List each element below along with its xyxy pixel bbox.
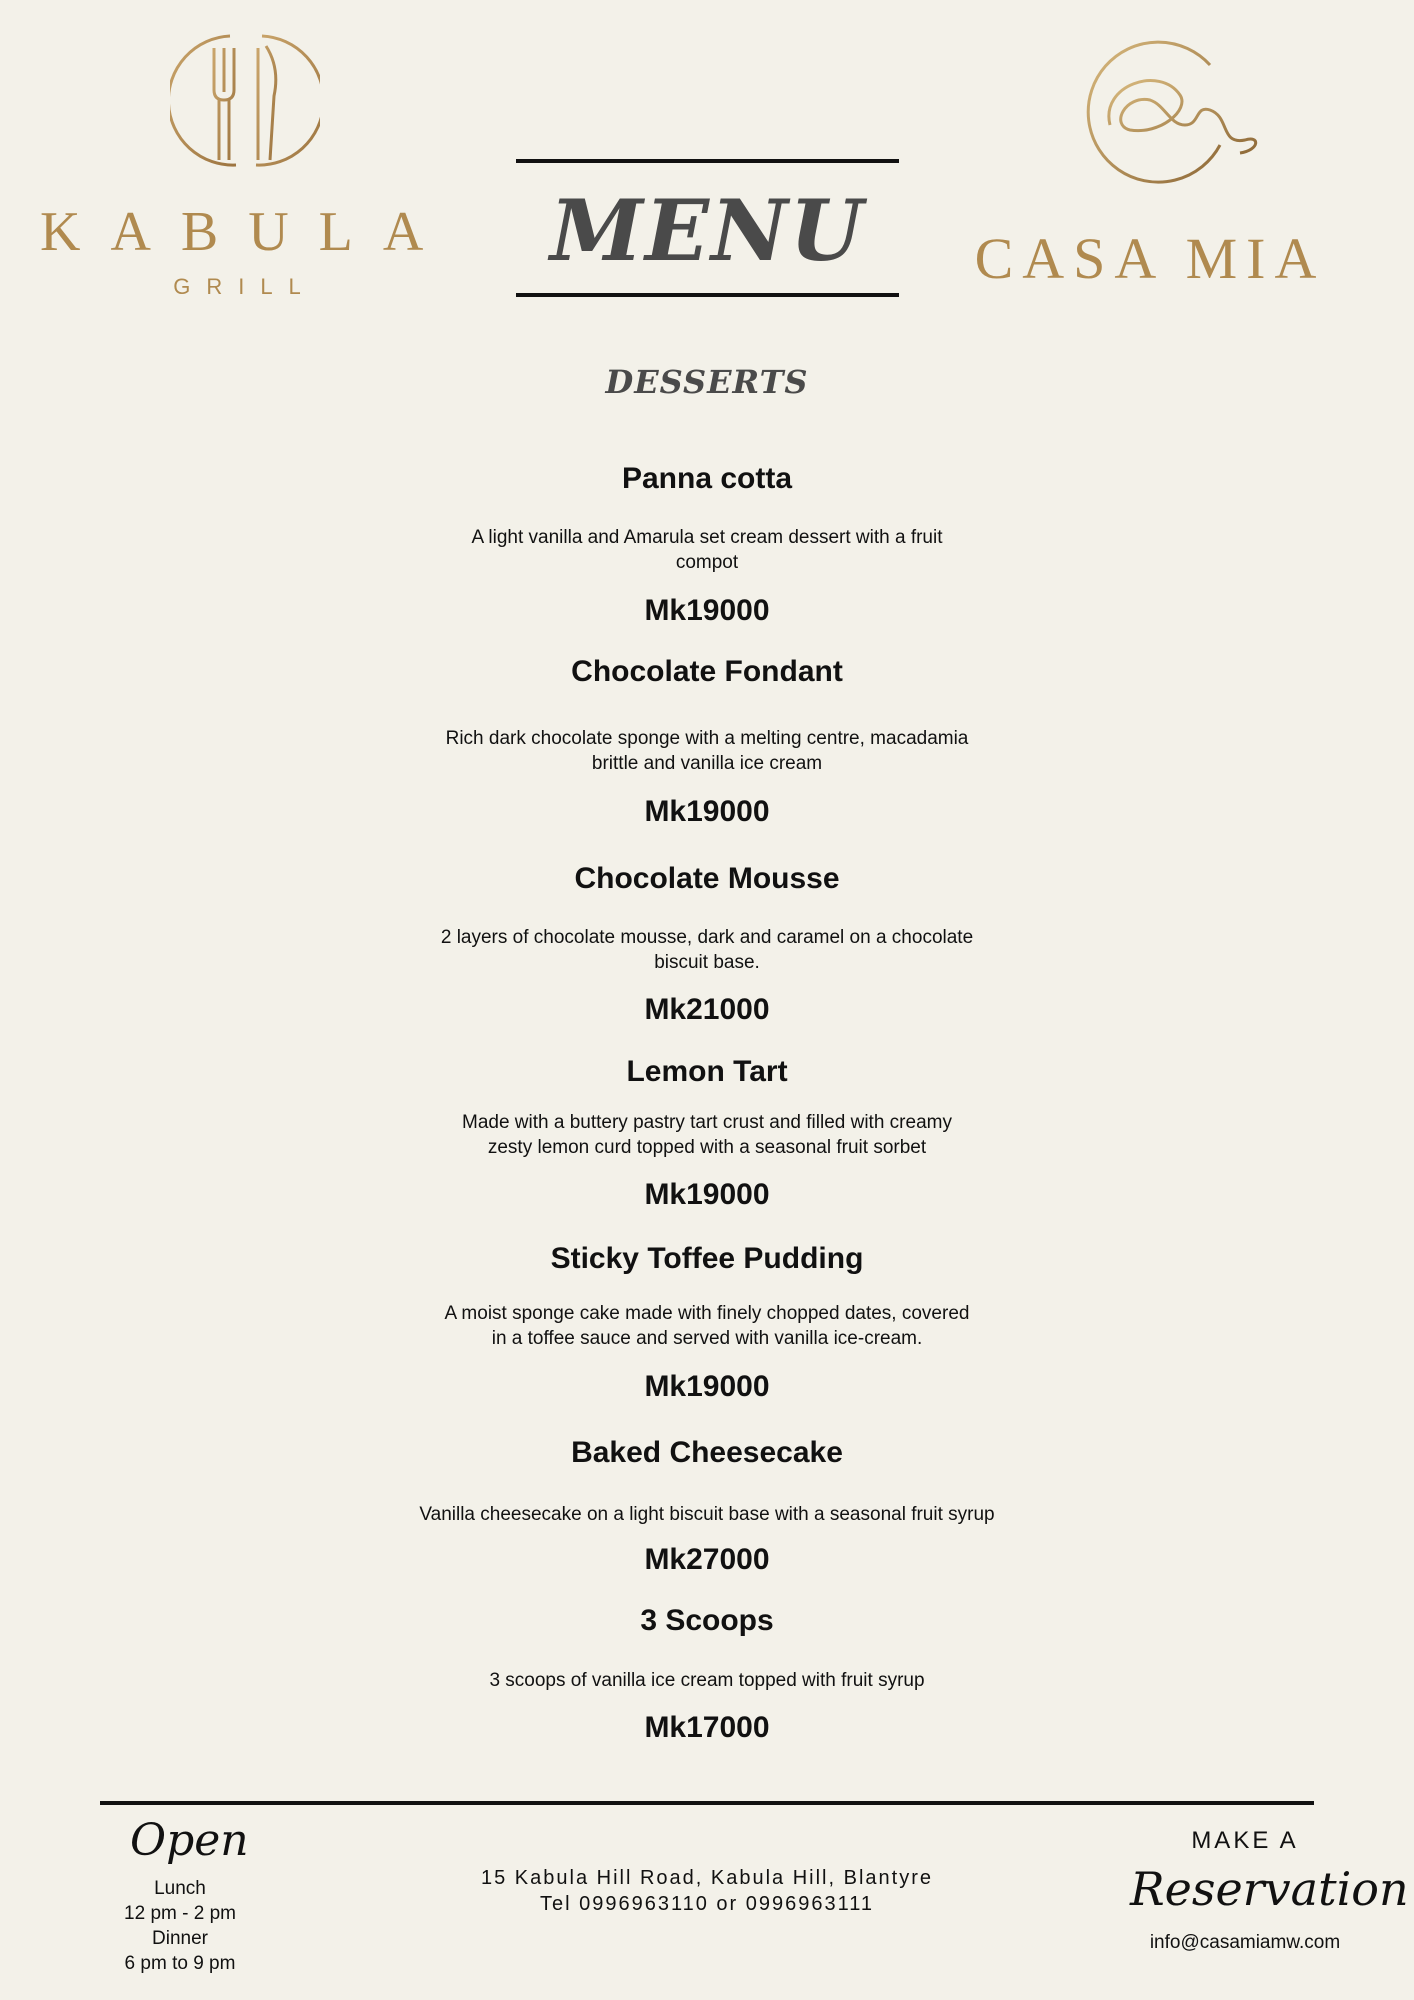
reservation-heading: MAKE A [1191, 1827, 1299, 1854]
item-description-line: Vanilla cheesecake on a light biscuit base with a seasonal fruit syrup [419, 1504, 995, 1525]
item-description [357, 1110, 1057, 1160]
item-description-line: compot [675, 552, 739, 573]
item-price: Mk17000 [644, 1711, 770, 1744]
footer-divider [100, 1801, 1314, 1805]
kabula-grill-logo [40, 28, 454, 308]
item-name: Chocolate Mousse [574, 862, 840, 895]
item-description-line: 2 layers of chocolate mousse, dark and caramel on a chocolate [440, 927, 974, 948]
item-description [357, 925, 1057, 975]
menu-bottom-rule [516, 293, 899, 297]
monogram-m-icon [1070, 25, 1260, 205]
item-description-line: 3 scoops of vanilla ice cream topped with fruit syrup [489, 1670, 925, 1691]
page-title: MENU [549, 181, 866, 280]
item-price: Mk21000 [644, 993, 770, 1026]
item-description [357, 525, 1057, 575]
item-description-line: Made with a buttery pastry tart crust and filled with creamy [462, 1112, 952, 1133]
item-name: Lemon Tart [626, 1055, 788, 1088]
item-price: Mk27000 [644, 1543, 770, 1576]
menu-top-rule [516, 159, 899, 163]
menu-title-block [516, 159, 899, 297]
item-description [357, 726, 1057, 776]
item-description-line: zesty lemon curd topped with a seasonal fruit sorbet [487, 1137, 927, 1158]
item-description-line: Rich dark chocolate sponge with a melting centre, macadamia [445, 728, 969, 749]
item-description-line: A moist sponge cake made with finely chopped dates, covered [444, 1303, 970, 1324]
casa-mia-logo-name: CASA MIA [974, 226, 1326, 291]
email-address: info@casamiamw.com [1149, 1932, 1341, 1953]
kabula-logo-name: KABULA [40, 201, 454, 263]
contact-block [357, 1865, 1057, 1917]
kabula-logo-subtitle: GRILL [173, 274, 317, 299]
item-description [357, 1502, 1057, 1527]
item-price: Mk19000 [644, 1178, 770, 1211]
item-name: 3 Scoops [640, 1604, 774, 1637]
item-price: Mk19000 [644, 795, 770, 828]
item-description-line: A light vanilla and Amarula set cream dessert with a fruit [471, 527, 943, 548]
item-description [357, 1668, 1057, 1693]
item-description-line: biscuit base. [654, 952, 760, 973]
item-description [357, 1301, 1057, 1351]
open-hours-heading: Open [130, 1815, 249, 1866]
item-name: Baked Cheesecake [571, 1436, 843, 1469]
item-name: Chocolate Fondant [571, 655, 843, 688]
address: 15 Kabula Hill Road, Kabula Hill, Blantyre [481, 1867, 933, 1889]
fork-knife-plate-icon [170, 28, 320, 173]
hours-dinner-label: Dinner [152, 1928, 208, 1949]
hours-dinner-time: 6 pm to 9 pm [124, 1953, 236, 1974]
item-description-line: brittle and vanilla ice cream [591, 753, 823, 774]
hours-lunch-label: Lunch [154, 1878, 206, 1899]
item-price: Mk19000 [644, 1370, 770, 1403]
section-heading-desserts: DESSERTS [605, 363, 809, 401]
item-price: Mk19000 [644, 594, 770, 627]
item-name: Sticky Toffee Pudding [550, 1242, 864, 1275]
phone-numbers: Tel 0996963110 or 0996963111 [539, 1893, 875, 1915]
casa-mia-logo [930, 25, 1370, 291]
item-name: Panna cotta [621, 462, 793, 495]
reservation-script-label: Reservation [1130, 1862, 1409, 1916]
item-description-line: in a toffee sauce and served with vanilla ice-cream. [491, 1328, 923, 1349]
hours-lunch-time: 12 pm - 2 pm [124, 1903, 236, 1924]
